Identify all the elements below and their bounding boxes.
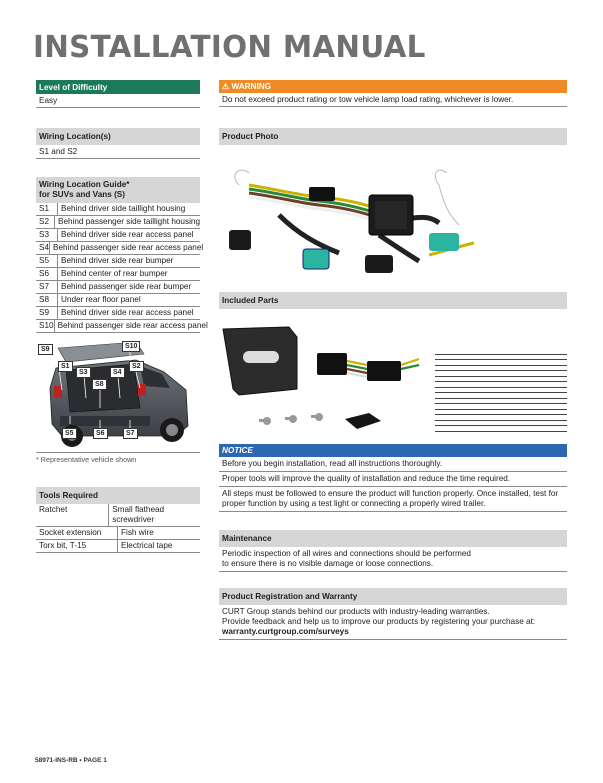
wiring-location-header: Wiring Location(s) bbox=[36, 128, 200, 145]
wiring-guide-row bbox=[36, 294, 200, 307]
location-badge-s1: S1 bbox=[58, 361, 73, 372]
location-badge-s4: S4 bbox=[110, 367, 125, 378]
wiring-location-value: S1 and S2 bbox=[36, 145, 200, 159]
product-photo-section bbox=[219, 128, 567, 285]
wiring-guide-desc: Behind passenger side rear access panel bbox=[53, 243, 204, 252]
tool-name: Fish wire bbox=[121, 528, 154, 537]
location-badge-s7: S7 bbox=[123, 428, 138, 439]
vehicle-note: * Representative vehicle shown bbox=[36, 452, 200, 464]
parts-list-lines bbox=[435, 349, 567, 432]
notice-section bbox=[219, 444, 567, 512]
page-footer: 58971-INS-RB • PAGE 1 bbox=[35, 757, 107, 764]
included-parts-body bbox=[219, 309, 567, 439]
wiring-guide-desc: Under rear floor panel bbox=[61, 295, 141, 304]
product-photo-image bbox=[219, 145, 567, 285]
parts-list-line bbox=[435, 426, 567, 432]
page-title: INSTALLATION MANUAL bbox=[33, 30, 426, 65]
notice-line-2: Proper tools will improve the quality of installation and reduce the time required. bbox=[219, 472, 567, 487]
location-badge-s9: S9 bbox=[38, 344, 53, 355]
registration-link[interactable]: warranty.curtgroup.com/surveys bbox=[219, 627, 567, 640]
notice-line-1: Before you begin installation, read all instructions thoroughly. bbox=[219, 457, 567, 472]
warning-text: Do not exceed product rating or tow vehicle lamp load rating, whichever is lower. bbox=[219, 93, 567, 107]
registration-line-2: Provide feedback and help us to improve our products by registering your purchase at: bbox=[222, 617, 536, 626]
vehicle-illustration bbox=[36, 338, 200, 452]
wiring-guide-code: S2 bbox=[36, 216, 55, 228]
tool-name: Socket extension bbox=[36, 527, 118, 539]
warning-header bbox=[219, 80, 567, 93]
registration-header: Product Registration and Warranty bbox=[219, 588, 567, 605]
suv-rear-view-image bbox=[36, 338, 200, 452]
wiring-guide-desc: Behind passenger side rear access panel bbox=[57, 321, 208, 330]
wiring-guide-code: S6 bbox=[36, 268, 58, 280]
wiring-guide-section bbox=[36, 177, 208, 333]
tools-header: Tools Required bbox=[36, 487, 200, 504]
tools-section bbox=[36, 487, 200, 553]
wiring-guide-desc: Behind driver side rear bumper bbox=[61, 256, 174, 265]
location-badge-s3: S3 bbox=[76, 367, 91, 378]
tools-row bbox=[36, 504, 200, 527]
wiring-guide-code: S8 bbox=[36, 294, 58, 306]
location-badge-s6: S6 bbox=[93, 428, 108, 439]
wiring-harness-photo bbox=[219, 145, 567, 285]
notice-line-3: All steps must be followed to ensure the product will function properly. Once installed, test for proper function by using a test light or connecting a properly wired trailer. bbox=[219, 487, 567, 512]
tool-name: Small flathead screwdriver bbox=[112, 505, 165, 524]
maintenance-header: Maintenance bbox=[219, 530, 567, 547]
registration-line-1: CURT Group stands behind our products with industry-leading warranties. bbox=[222, 607, 490, 616]
wiring-guide-desc: Behind passenger side taillight housing bbox=[57, 217, 200, 226]
tools-table bbox=[36, 504, 200, 553]
included-parts-section bbox=[219, 292, 567, 439]
wiring-guide-row bbox=[36, 242, 204, 255]
warning-triangle-icon: ⚠ bbox=[222, 82, 230, 91]
maintenance-text: Periodic inspection of all wires and connections should be performed to ensure there is no visible damage or loose connections. bbox=[222, 549, 471, 568]
wiring-guide-code: S10 bbox=[36, 320, 55, 332]
wiring-location-section bbox=[36, 128, 200, 159]
location-badge-s2: S2 bbox=[129, 361, 144, 372]
wiring-guide-row bbox=[36, 216, 200, 229]
wiring-guide-desc: Behind passenger side rear bumper bbox=[61, 282, 192, 291]
wiring-guide-header-line2: for SUVs and Vans (S) bbox=[39, 190, 125, 199]
tool-name: Torx bit, T-15 bbox=[36, 540, 118, 552]
tool-name: Electrical tape bbox=[121, 541, 173, 550]
warning-header-label: WARNING bbox=[231, 82, 272, 91]
warning-section bbox=[219, 80, 567, 107]
product-photo-header: Product Photo bbox=[219, 128, 567, 145]
wiring-guide-row bbox=[36, 229, 200, 242]
wiring-guide-code: S7 bbox=[36, 281, 58, 293]
wiring-guide-code: S1 bbox=[36, 203, 58, 215]
tool-name: Ratchet bbox=[36, 504, 109, 526]
wiring-guide-code: S4 bbox=[36, 242, 50, 254]
wiring-guide-row bbox=[36, 320, 208, 333]
wiring-guide-desc: Behind driver side rear access panel bbox=[61, 230, 194, 239]
included-parts-header: Included Parts bbox=[219, 292, 567, 309]
difficulty-value: Easy bbox=[36, 94, 200, 108]
wiring-guide-code: S5 bbox=[36, 255, 58, 267]
included-parts-photo bbox=[219, 309, 429, 439]
wiring-guide-row bbox=[36, 268, 200, 281]
wiring-guide-row bbox=[36, 203, 200, 216]
wiring-guide-code: S9 bbox=[36, 307, 58, 319]
registration-section bbox=[219, 588, 567, 640]
location-badge-s10: S10 bbox=[122, 341, 140, 352]
wiring-guide-header bbox=[36, 177, 200, 203]
tools-row bbox=[36, 527, 200, 540]
wiring-guide-desc: Behind driver side rear access panel bbox=[61, 308, 194, 317]
wiring-guide-row bbox=[36, 255, 200, 268]
difficulty-section bbox=[36, 80, 200, 108]
notice-header: NOTICE bbox=[219, 444, 567, 457]
wiring-guide-row bbox=[36, 307, 200, 320]
wiring-guide-desc: Behind center of rear bumper bbox=[61, 269, 168, 278]
difficulty-header: Level of Difficulty bbox=[36, 80, 200, 94]
location-badge-s5: S5 bbox=[62, 428, 77, 439]
wiring-guide-code: S3 bbox=[36, 229, 58, 241]
wiring-guide-header-line1: Wiring Location Guide* bbox=[39, 180, 130, 189]
tools-row bbox=[36, 540, 200, 553]
wiring-guide-table bbox=[36, 203, 208, 333]
wiring-guide-row bbox=[36, 281, 200, 294]
maintenance-section bbox=[219, 530, 567, 572]
wiring-guide-desc: Behind driver side taillight housing bbox=[61, 204, 186, 213]
location-badge-s8: S8 bbox=[92, 379, 107, 390]
